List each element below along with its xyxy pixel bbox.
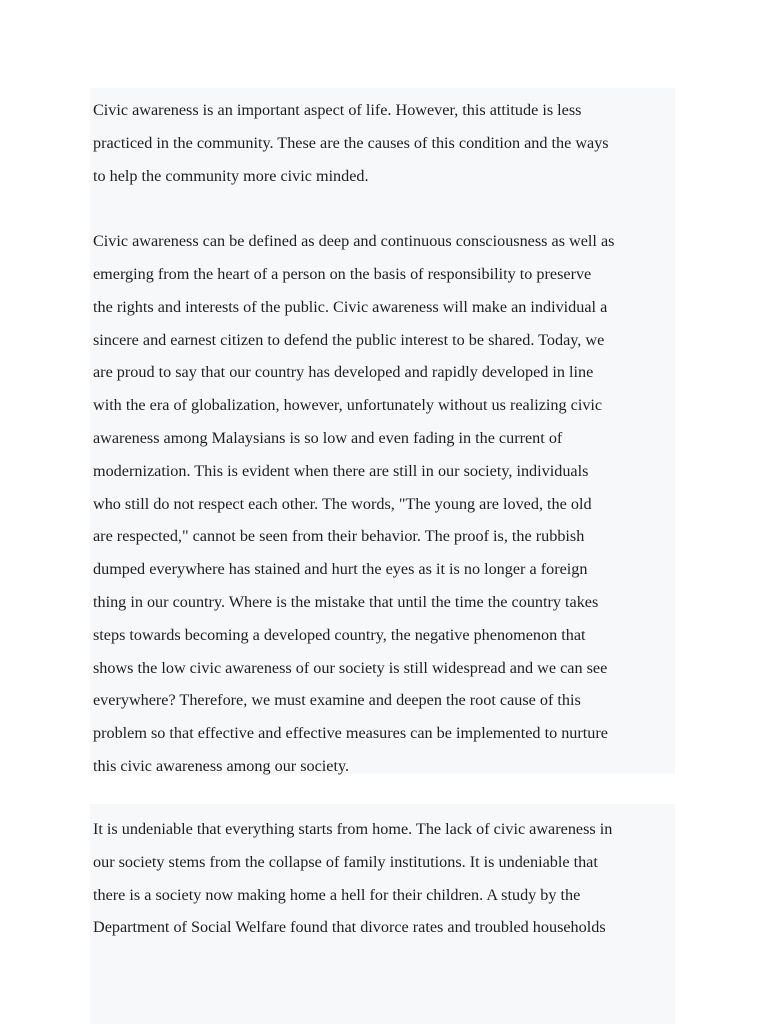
paragraph-line: Department of Social Welfare found that divorce rates and troubled households [93, 918, 606, 937]
paragraph-line: who still do not respect each other. The words, "The young are loved, the old [93, 494, 592, 513]
paragraph-line: are proud to say that our country has developed and rapidly developed in line [93, 363, 594, 382]
paragraph-line: steps towards becoming a developed country, the negative phenomenon that [93, 625, 586, 644]
paragraph-line: awareness among Malaysians is so low and even fading in the current of [93, 428, 563, 447]
text-block-home [90, 804, 675, 1024]
paragraph-line: emerging from the heart of a person on the basis of responsibility to preserve [93, 264, 592, 283]
paragraph-2 [93, 225, 672, 783]
paragraph-line: dumped everywhere has stained and hurt the eyes as it is no longer a foreign [93, 560, 588, 579]
paragraph-line: our society stems from the collapse of family institutions. It is undeniable that [93, 852, 598, 871]
paragraph-line: with the era of globalization, however, unfortunately without us realizing civic [93, 396, 603, 415]
paragraph-line: It is undeniable that everything starts from home. The lack of civic awareness in [93, 820, 613, 838]
paragraph-line: modernization. This is evident when there are still in our society, individuals [93, 461, 589, 480]
paragraph-line: Civic awareness can be defined as deep and continuous consciousness as well as [93, 232, 615, 251]
paragraph-line: thing in our country. Where is the mistake that until the time the country takes [93, 592, 599, 611]
text-block-intro [90, 88, 675, 774]
paragraph-line: the rights and interests of the public. Civic awareness will make an individual a [93, 297, 608, 316]
paragraph-3 [93, 804, 672, 944]
paragraph-line: practiced in the community. These are the causes of this condition and the ways [93, 133, 609, 152]
paragraph-line: shows the low civic awareness of our society is still widespread and we can see [93, 658, 608, 677]
paragraph-line: sincere and earnest citizen to defend the public interest to be shared. Today, we [93, 330, 605, 349]
paragraph-1 [93, 88, 672, 192]
paragraph-line: problem so that effective and effective measures can be implemented to nurture [93, 724, 608, 743]
paragraph-line: to help the community more civic minded. [93, 166, 369, 185]
paragraph-line: this civic awareness among our society. [93, 756, 350, 775]
paragraph-line: Civic awareness is an important aspect of life. However, this attitude is less [93, 101, 582, 119]
paragraph-line: there is a society now making home a hell for their children. A study by the [93, 885, 581, 904]
paragraph-line: everywhere? Therefore, we must examine and deepen the root cause of this [93, 691, 581, 710]
paragraph-line: are respected," cannot be seen from their behavior. The proof is, the rubbish [93, 527, 585, 546]
